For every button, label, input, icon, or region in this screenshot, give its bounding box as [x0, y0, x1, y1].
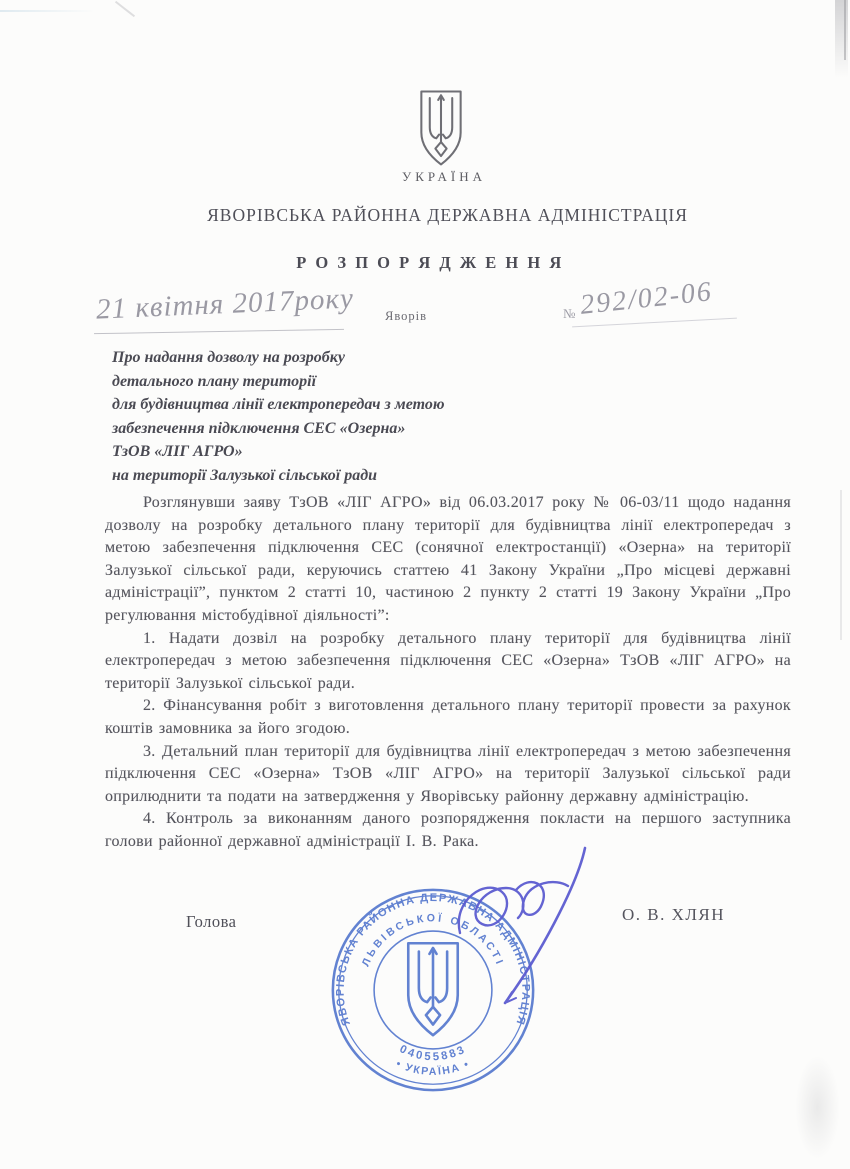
stamp-code-text: 04055883	[397, 1043, 469, 1064]
body-paragraph: 4. Контроль за виконанням даного розпорядження покласти на першого заступника голови районної державної адміністрації І. В. Рака.	[105, 810, 791, 850]
scan-artifact-right-line	[844, 0, 846, 60]
document-body	[105, 492, 791, 854]
body-paragraph: Розглянувши заяву ТзОВ «ЛІГ АГРО» від 06.03.2017 року № 06-03/11 щодо надання дозволу на розробку детального плану території для будівництва лінії електропередач з метою забезпечення підключення СЕС (сонячної електростанції) «Озерна» на території Залузької сільської ради, керуючись статтею 41 Закону України „Про місцеві державні адміністрації”, пунктом 2 статті 10, частиною 2 пункту 2 статті 19 Закону України „Про регулювання містобудівної діяльності”:	[105, 494, 791, 624]
number-sign: №	[563, 306, 576, 321]
svg-text:04055883	[398, 1043, 469, 1063]
body-paragraph: 1. Надати дозвіл на розробку детального плану території для будівництва лінії електропередач з метою забезпечення підключення СЕС «Озерна» ТзОВ «ЛІГ АГРО» на території Залузької сільської ради.	[105, 629, 791, 692]
subject-line: забезпечення підключення СЕС «Озерна»	[112, 419, 406, 437]
subject-line: Про надання дозволу на розробку	[112, 349, 345, 366]
document-type-title: Р О З П О Р Я Д Ж Е Н Н Я	[296, 253, 564, 272]
stamp-outer-ring-text: ЯВОРІВСЬКА РАЙОННА ДЕРЖАВНА АДМІНІСТРАЦІЯ	[334, 891, 532, 1028]
body-paragraph: 3. Детальний план території для будівництва лінії електропередач з метою забезпечення підключення СЕС «Озерна» ТзОВ «ЛІГ АГРО» на території Залузької сільської ради оприлюднити та подати на затвердження у Яворівську районну державну адміністрацію.	[105, 742, 791, 805]
handwritten-signature	[420, 838, 620, 1038]
scan-artifact-bottom-smudge	[795, 1055, 840, 1160]
subject-line: для будівництва лінії електропередач з метою	[112, 396, 445, 414]
body-paragraph: 2. Фінансування робіт з виготовлення детального плану території провести за рахунок коштів замовника за його згодою.	[105, 697, 791, 737]
handwritten-date: 21 квітня 2017року	[95, 282, 355, 326]
subject-line: на території Залузької сільської ради	[112, 466, 378, 484]
subject-line: ТзОВ «ЛІГ АГРО»	[112, 443, 243, 461]
handwritten-number: 292/02-06	[578, 276, 715, 321]
subject-line: детального плану території	[112, 372, 317, 390]
stamp-inner-ring-text: ЛЬВІВСЬКОЇ ОБЛАСТІ	[359, 912, 507, 969]
scan-artifact-top-mark	[115, 1, 135, 17]
date-underline	[94, 329, 344, 334]
svg-text:• УКРАЇНА •	[394, 1058, 472, 1078]
subject-block	[112, 346, 592, 488]
scan-artifact-right-streak	[835, 0, 848, 78]
scan-artifact-right-mid	[840, 490, 842, 640]
signer-position-title: Голова	[186, 912, 237, 931]
organization-name: ЯВОРІВСЬКА РАЙОННА ДЕРЖАВНА АДМІНІСТРАЦІЯ	[207, 205, 688, 225]
country-label: УКРАЇНА	[402, 169, 486, 184]
scan-artifact-top-line	[0, 10, 95, 12]
place-label: Яворів	[385, 309, 428, 323]
ukraine-trident-emblem-icon	[412, 88, 470, 168]
signer-name: О. В. ХЛЯН	[622, 905, 726, 924]
stamp-country-text: • УКРАЇНА •	[394, 1057, 472, 1078]
